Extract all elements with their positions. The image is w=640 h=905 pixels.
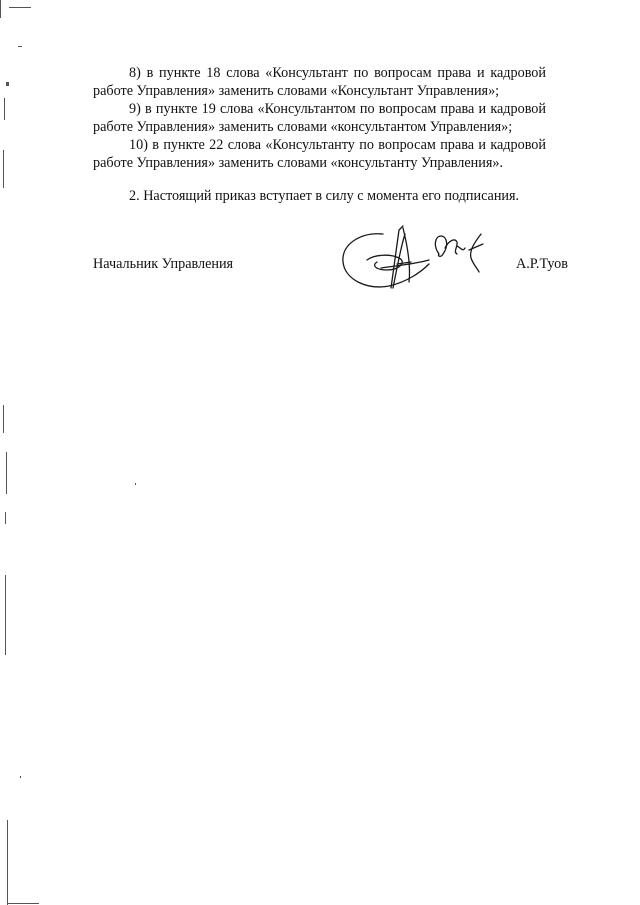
effective-clause: 2. Настоящий приказ вступает в силу с момента его подписания. [129, 188, 520, 204]
scan-edge-mark [135, 483, 136, 485]
scan-edge-mark [5, 512, 6, 524]
signer-position: Начальник Управления [93, 256, 234, 272]
scan-edge-mark [4, 98, 5, 120]
scan-edge-mark [7, 903, 39, 904]
scan-edge-mark [9, 7, 31, 8]
amendment-item-10: 10) в пункте 22 слова «Консультанту по вопросам права и кадровой работе Управления» заменить словами «консультанту Управления». [93, 137, 546, 171]
amendment-item-9: 9) в пункте 19 слова «Консультантом по вопросам права и кадровой работе Управления» заменить словами «консультантом Управления»; [93, 101, 546, 135]
handwritten-signature [337, 224, 497, 294]
scan-edge-mark [0, 0, 1, 18]
scan-edge-mark [18, 46, 22, 47]
scan-edge-mark [6, 82, 9, 86]
scan-edge-mark [3, 150, 4, 188]
scan-edge-mark [6, 452, 7, 494]
scan-edge-mark [5, 575, 6, 655]
amendment-item-8: 8) в пункте 18 слова «Консультант по вопросам права и кадровой работе Управления» заменить словами «Консультант Управления»; [93, 65, 546, 99]
signer-name: А.Р.Туов [516, 256, 568, 272]
scan-edge-mark [3, 405, 4, 433]
scan-edge-mark [7, 820, 8, 905]
scan-edge-mark [20, 776, 21, 778]
document-body [93, 64, 546, 205]
signature-block [93, 224, 583, 294]
